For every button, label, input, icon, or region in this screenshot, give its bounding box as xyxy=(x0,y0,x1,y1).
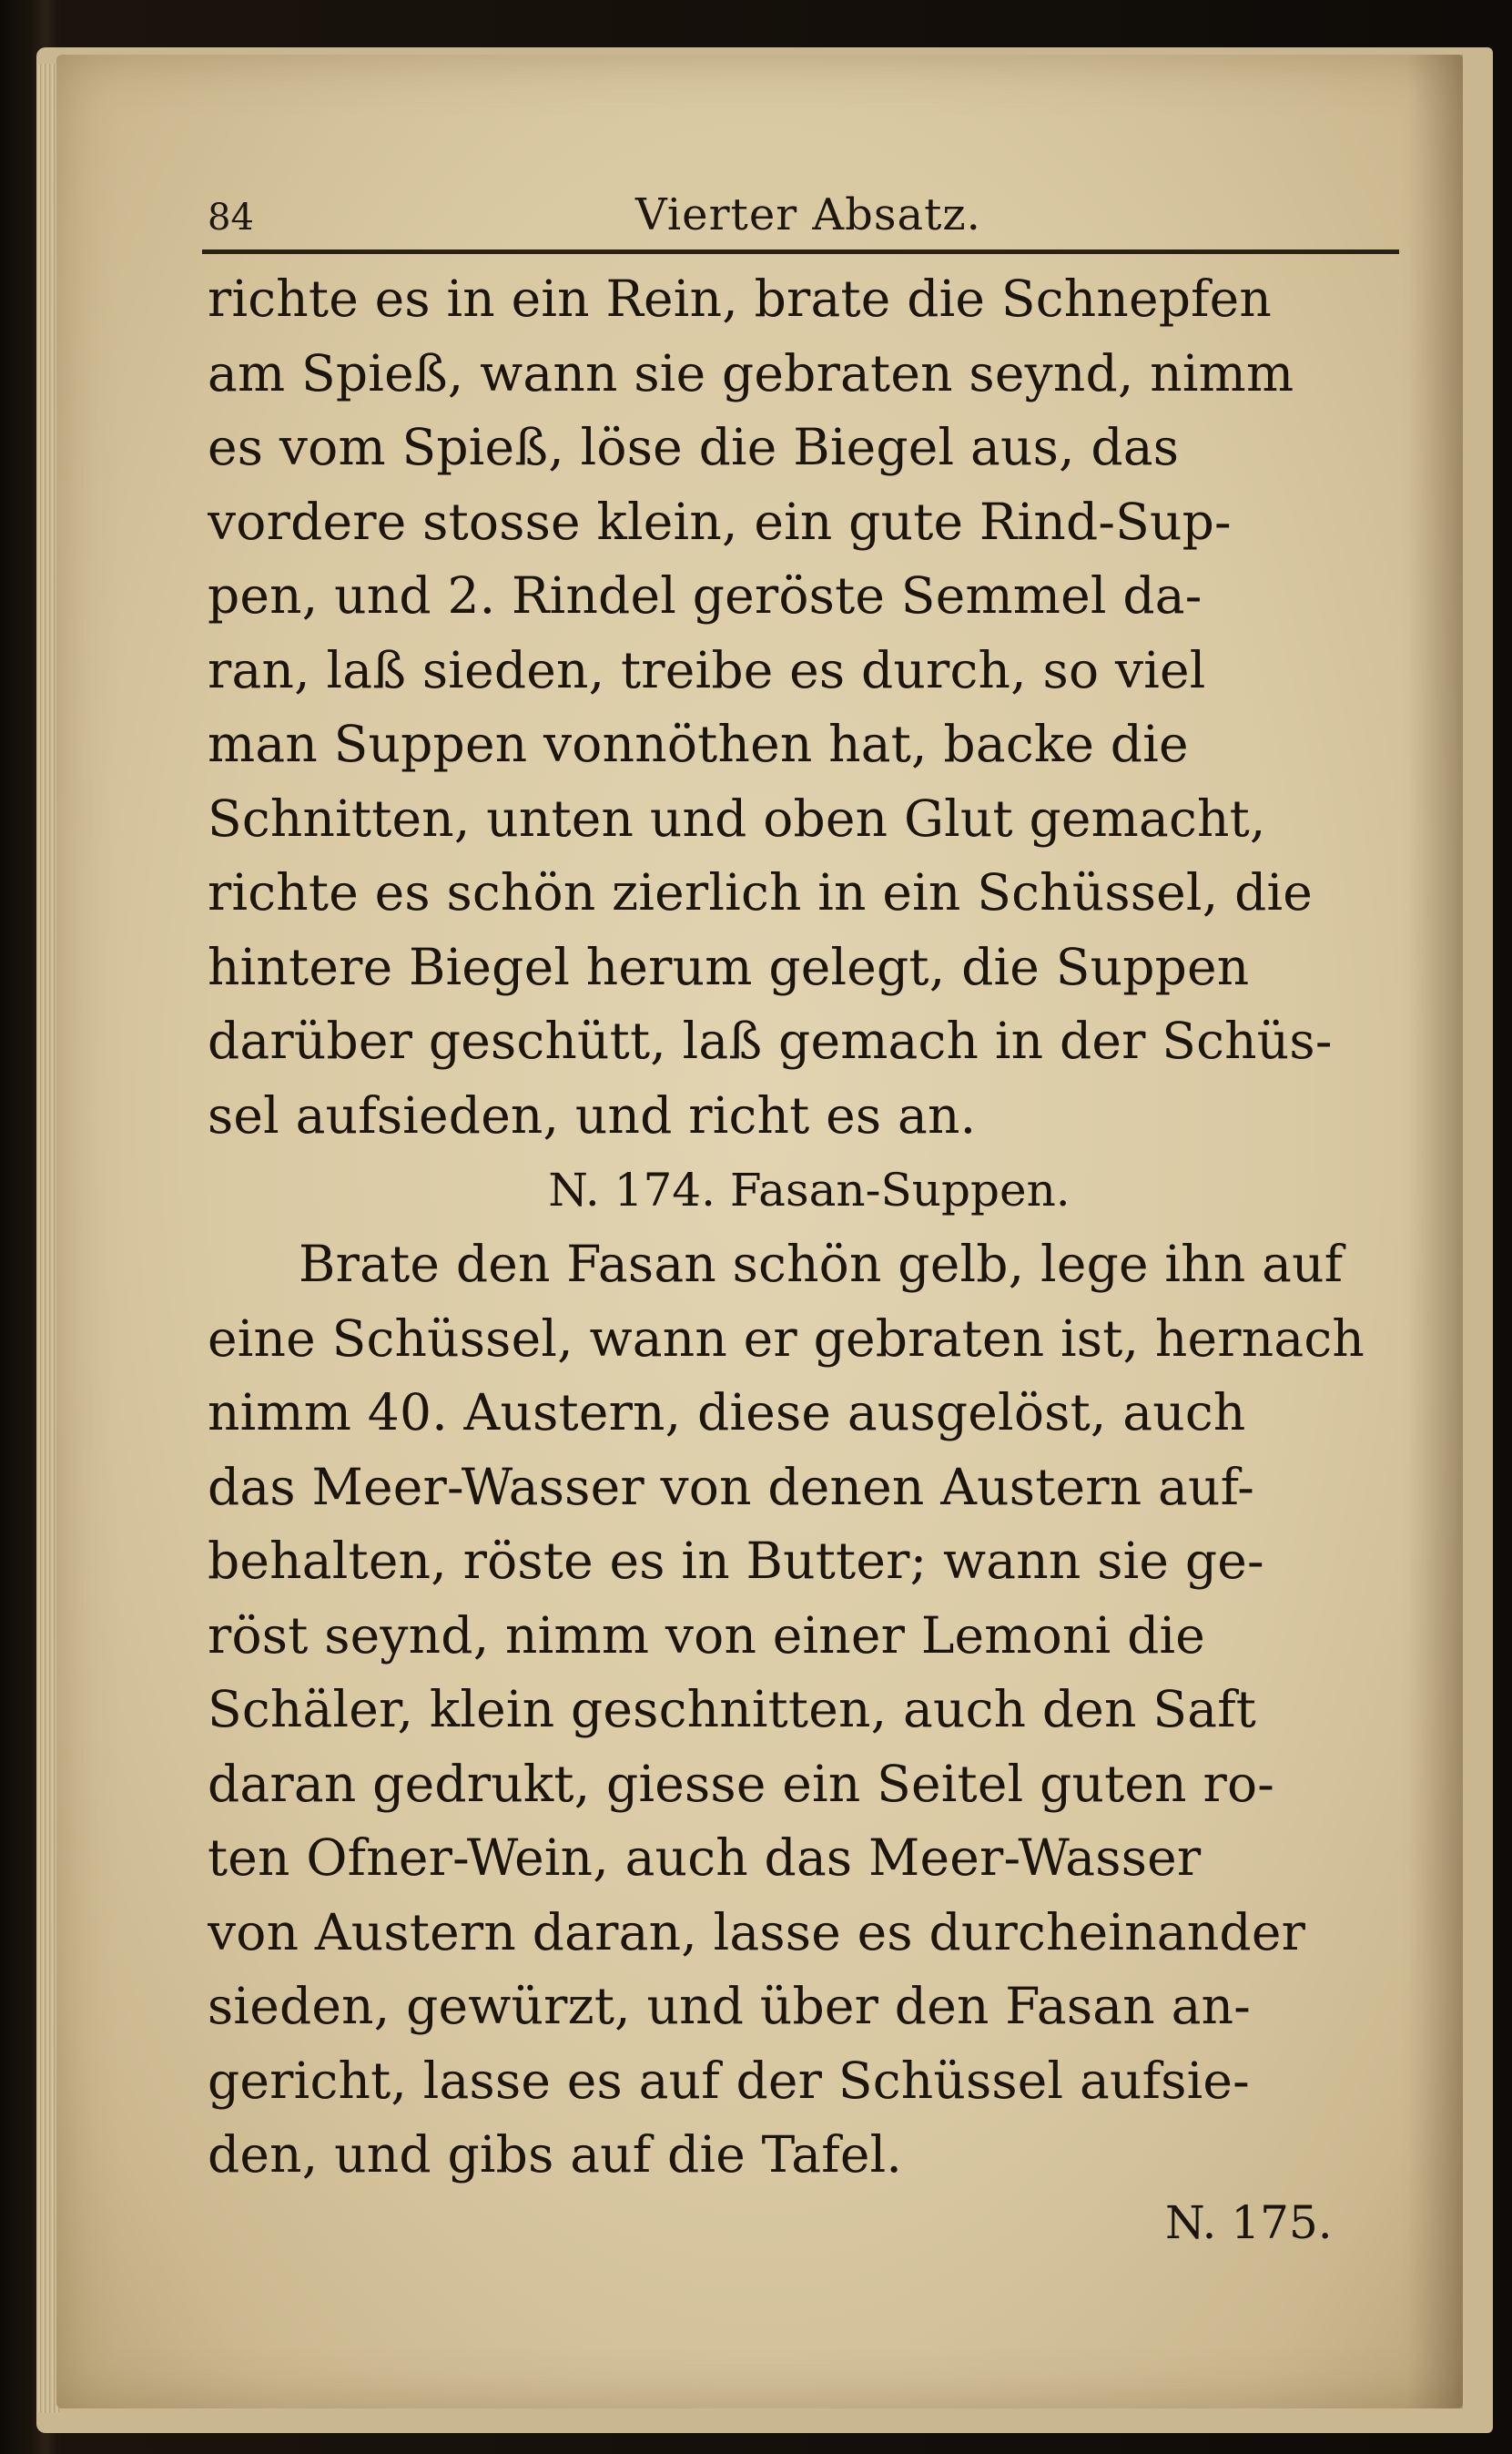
page-header xyxy=(208,189,1409,253)
entry-heading: N. 174. Fasan-Suppen. xyxy=(548,1164,1071,1217)
text-line: pen, und 2. Rindel geröste Semmel da- xyxy=(208,566,1202,625)
text-line: Schäler, klein geschnitten, auch den Saft xyxy=(208,1680,1257,1738)
text-line: hintere Biegel herum gelegt, die Suppen xyxy=(208,937,1250,996)
text-line: sieden, gewürzt, und über den Fasan an- xyxy=(208,1977,1251,2035)
text-line: nimm 40. Austern, diese ausgelöst, auch xyxy=(208,1383,1246,1441)
text-line: den, und gibs auf die Tafel. xyxy=(208,2125,903,2184)
text-line: vordere stosse klein, ein gute Rind-Sup- xyxy=(208,492,1232,551)
text-line: gericht, lasse es auf der Schüssel aufsie- xyxy=(208,2051,1250,2110)
catchword: N. 175. xyxy=(1165,2196,1333,2249)
text-line: Brate den Fasan schön gelb, lege ihn auf xyxy=(299,1235,1344,1293)
text-line: darüber geschütt, laß gemach in der Schüs- xyxy=(208,1012,1333,1070)
text-line: eine Schüssel, wann er gebraten ist, hernach xyxy=(208,1308,1365,1368)
page-gutter-shadow xyxy=(1408,55,1463,2408)
text-line: ran, laß sieden, treibe es durch, so viel xyxy=(208,640,1206,699)
text-line: ten Ofner-Wein, auch das Meer-Wasser xyxy=(208,1828,1202,1887)
text-line: von Austern daran, lasse es durcheinander xyxy=(208,1902,1306,1961)
text-line: sel aufsieden, und richt es an. xyxy=(208,1085,977,1145)
text-line: Schnitten, unten und oben Glut gemacht, xyxy=(208,789,1266,848)
text-line: man Suppen vonnöthen hat, backe die xyxy=(208,715,1189,773)
text-line: am Spieß, wann sie gebraten seynd, nimm xyxy=(208,343,1294,402)
text-line: es vom Spieß, löse die Biegel aus, das xyxy=(208,418,1180,476)
text-line: das Meer-Wasser von denen Austern auf- xyxy=(208,1457,1255,1516)
text-line: daran gedrukt, giesse ein Seitel guten ro- xyxy=(208,1754,1275,1813)
page-number: 84 xyxy=(208,197,254,239)
text-line: richte es schön zierlich in ein Schüssel, die xyxy=(208,863,1314,922)
body-text xyxy=(208,262,1411,2193)
text-line: behalten, röste es in Butter; wann sie ge- xyxy=(208,1532,1264,1590)
header-rule xyxy=(202,249,1399,254)
running-head: Vierter Absatz. xyxy=(635,189,981,240)
text-line: richte es in ein Rein, brate die Schnepfen xyxy=(208,270,1273,328)
text-line: röst seynd, nimm von einer Lemoni die xyxy=(208,1605,1206,1665)
